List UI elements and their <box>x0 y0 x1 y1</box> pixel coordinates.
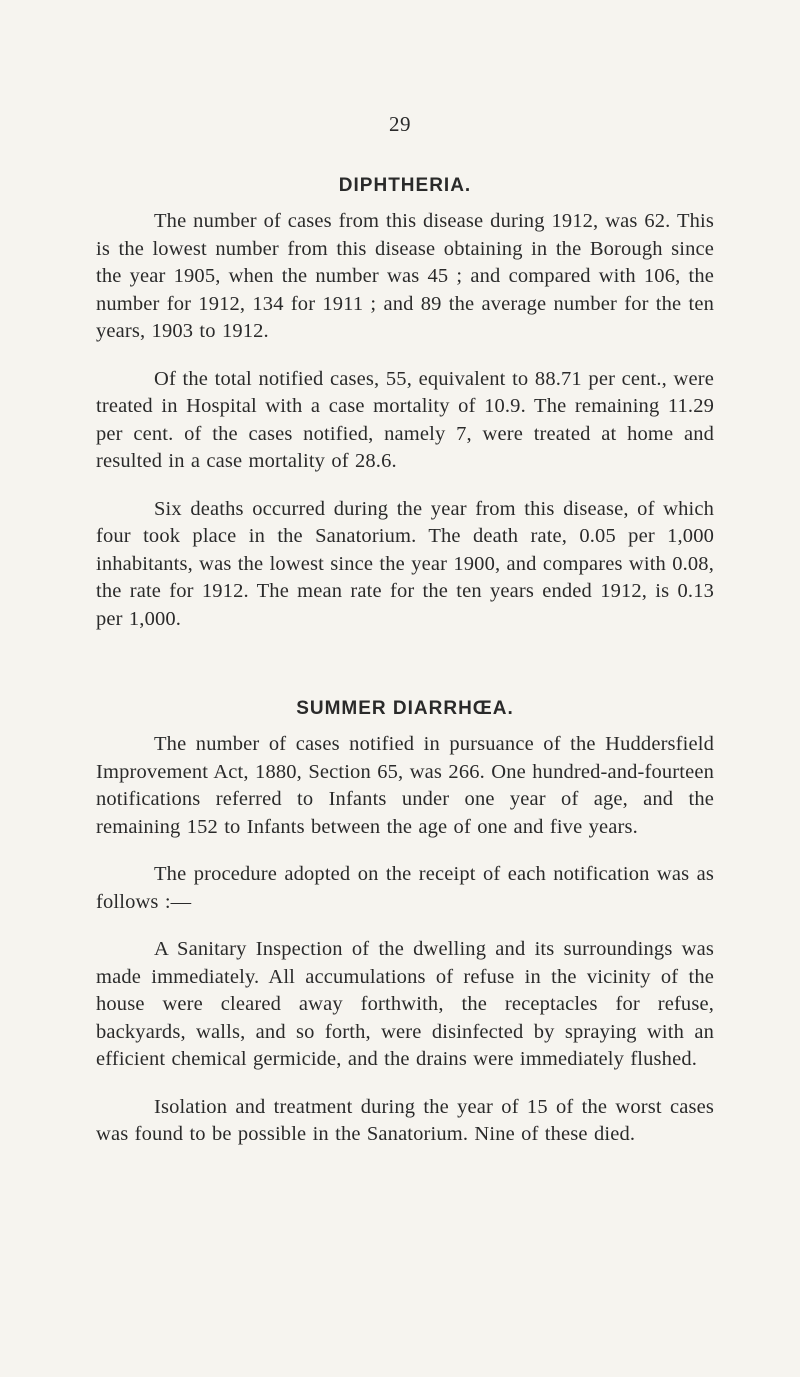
summer-diarrhoea-paragraph-1: The number of cases notified in pursuance of the Huddersfield Improvement Act, 1880, Section 65, was 266. One hundred-and-fourteen notifications referred to Infants under one year of age, and the remaining 152 to Infants between the age of one and five years. <box>96 733 714 838</box>
summer-diarrhoea-paragraph-3: A Sanitary Inspection of the dwelling and its surroundings was made immediately. All accumulations of refuse in the vicinity of the house were cleared away forthwith, the receptacles for refuse, backyards, walls, and so forth, were disinfected by spraying with an efficient chemical germicide, and the drains were immediately flushed. <box>96 938 714 1070</box>
diphtheria-heading: DIPHTHERIA. <box>338 175 472 196</box>
summer-diarrhoea-section <box>96 698 714 1149</box>
summer-diarrhoea-paragraph-4: Isolation and treatment during the year of 15 of the worst cases was found to be possible in the Sanatorium. Nine of these died. <box>96 1095 714 1145</box>
summer-diarrhoea-paragraph-2: The procedure adopted on the receipt of each notification was as follows :— <box>96 863 714 913</box>
page-content <box>96 175 714 1169</box>
page-number: 29 <box>389 112 411 136</box>
diphtheria-paragraph-1: The number of cases from this disease during 1912, was 62. This is the lowest number from this disease obtaining in the Borough since the year 1905, when the number was 45 ; and compared with 106, the number for 1912, 134 for 1911 ; and 89 the average number for the ten years, 1903 to 1912. <box>96 210 714 342</box>
diphtheria-paragraph-3: Six deaths occurred during the year from this disease, of which four took place in the Sanatorium. The death rate, 0.05 per 1,000 inhabitants, was the lowest since the year 1900, and compares with 0.08, the rate for 1912. The mean rate for the ten years ended 1912, is 0.13 per 1,000. <box>96 497 714 630</box>
diphtheria-paragraph-2: Of the total notified cases, 55, equivalent to 88.71 per cent., were treated in Hospital with a case mortality of 10.9. The remaining 11.29 per cent. of the cases notified, namely 7, were treated at home and resulted in a case mortality of 28.6. <box>96 367 714 472</box>
diphtheria-section <box>96 175 714 633</box>
summer-diarrhoea-heading: SUMMER DIARRHŒA. <box>296 698 514 719</box>
